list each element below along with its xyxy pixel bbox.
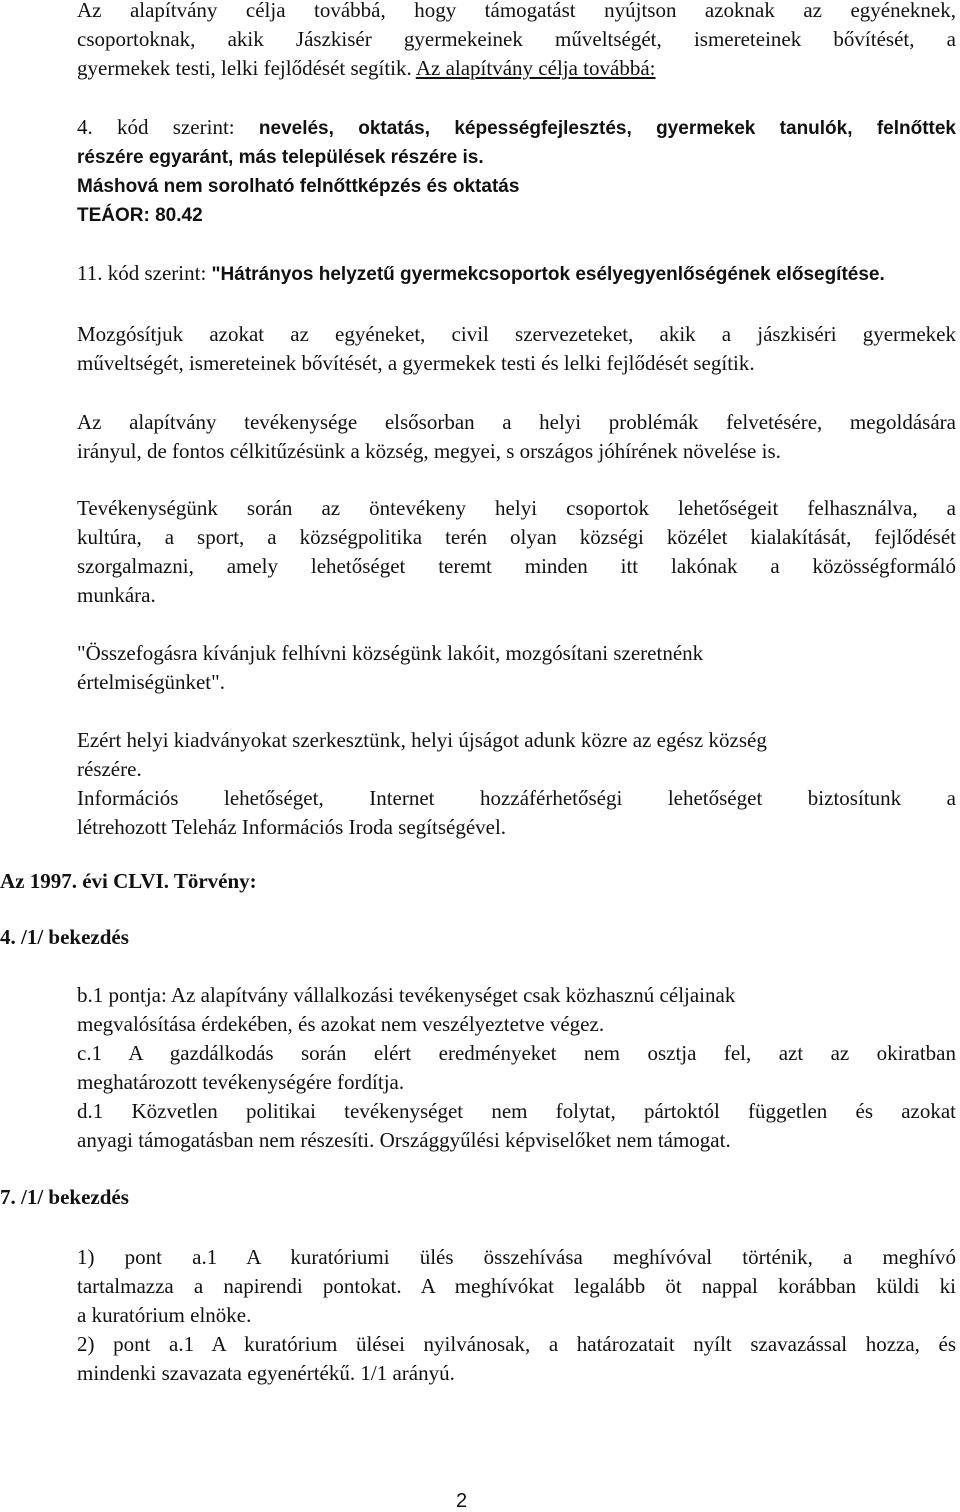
p3-line-1: Tevékenységünk során az öntevékeny helyi csoportok lehetőségeit felhasználva, a bbox=[77, 496, 956, 520]
b1-line-1: b.1 pontja: Az alapítvány vállalkozási tevékenységet csak közhasznú céljainak bbox=[77, 983, 736, 1007]
p5-line-2: részére. bbox=[77, 757, 142, 781]
paragraph-1 bbox=[77, 320, 956, 378]
page-number: 2 bbox=[456, 1490, 468, 1512]
section4-body bbox=[77, 981, 956, 1155]
d1-line-1: d.1 Közvetlen politikai tevékenységet nem folytat, pártoktól független és azokat bbox=[77, 1099, 956, 1123]
code4-block bbox=[77, 113, 956, 230]
pt2-line-2: mindenki szavazata egyenértékű. 1/1 arányú. bbox=[77, 1361, 455, 1385]
p5-line-3: Információs lehetőséget, Internet hozzáférhetőségi lehetőséget biztosítunk a bbox=[77, 786, 956, 810]
p1-line-2: műveltségét, ismereteinek bővítését, a gyermekek testi és lelki fejlődését segítik. bbox=[77, 351, 755, 375]
code4-bold-2: részére egyaránt, más települések részére is. bbox=[77, 147, 484, 168]
paragraph-2 bbox=[77, 408, 956, 466]
paragraph-4 bbox=[77, 639, 956, 697]
d1-line-2: anyagi támogatásban nem részesíti. Országgyűlési képviselőket nem támogat. bbox=[77, 1128, 731, 1152]
p3-line-4: munkára. bbox=[77, 583, 156, 607]
pt2-line-1: 2) pont a.1 A kuratórium ülései nyilvánosak, a határozatait nyílt szavazással hozza, és bbox=[77, 1332, 956, 1356]
p3-line-2: kultúra, a sport, a községpolitika terén olyan községi közélet kialakítását, fejlődését bbox=[77, 525, 956, 549]
code11-prefix: 11. kód szerint: bbox=[77, 261, 212, 285]
code4-prefix: 4. kód szerint: bbox=[77, 115, 259, 139]
intro-paragraph bbox=[77, 0, 956, 83]
p2-line-1: Az alapítvány tevékenysége elsősorban a helyi problémák felvetésére, megoldására bbox=[77, 410, 956, 434]
code11-line bbox=[77, 259, 956, 289]
intro-line-3-underlined: Az alapítvány célja továbbá: bbox=[415, 56, 656, 80]
section7-body bbox=[77, 1243, 956, 1388]
intro-line-3 bbox=[77, 54, 956, 83]
b1-line-2: megvalósítása érdekében, és azokat nem veszélyeztetve végez. bbox=[77, 1012, 605, 1036]
section7-heading: 7. /1/ bekezdés bbox=[0, 1185, 129, 1209]
law-heading: Az 1997. évi CLVI. Törvény: bbox=[0, 869, 257, 893]
p2-line-2: irányul, de fontos célkitűzésünk a község, megyei, s országos jóhírének növelése is. bbox=[77, 439, 781, 463]
paragraph-3 bbox=[77, 494, 956, 610]
code11-bold: "Hátrányos helyzetű gyermekcsoportok esélyegyenlőségének elősegítése. bbox=[211, 264, 885, 285]
p1-line-1: Mozgósítjuk azokat az egyéneket, civil szervezeteket, akik a jászkiséri gyermekek bbox=[77, 322, 956, 346]
intro-line-2: csoportoknak, akik Jászkisér gyermekeinek műveltségét, ismereteinek bővítését, a bbox=[77, 27, 956, 51]
intro-line-3-text: gyermekek testi, lelki fejlődését segítik. bbox=[77, 56, 416, 80]
p5-line-4: létrehozott Teleház Információs Iroda segítségével. bbox=[77, 815, 507, 839]
pt1-line-2: tartalmazza a napirendi pontokat. A meghívókat legalább öt nappal korábban küldi ki bbox=[77, 1274, 956, 1298]
p3-line-3: szorgalmazni, amely lehetőséget teremt minden itt lakónak a közösségformáló bbox=[77, 554, 956, 578]
code4-line-3: Máshová nem sorolható felnőttképzés és oktatás bbox=[77, 176, 520, 197]
paragraph-5 bbox=[77, 726, 956, 842]
c1-line-1: c.1 A gazdálkodás során elért eredményeket nem osztja fel, azt az okiratban bbox=[77, 1041, 956, 1065]
section4-heading: 4. /1/ bekezdés bbox=[0, 925, 129, 949]
p5-line-1: Ezért helyi kiadványokat szerkesztünk, helyi újságot adunk közre az egész község bbox=[77, 728, 767, 752]
code4-bold-1: nevelés, oktatás, képességfejlesztés, gyermekek tanulók, felnőttek bbox=[258, 118, 956, 139]
p4-line-2: értelmiségünket". bbox=[77, 670, 225, 694]
code4-line-1 bbox=[77, 113, 956, 143]
pt1-line-1: 1) pont a.1 A kuratóriumi ülés összehívása meghívóval történik, a meghívó bbox=[77, 1245, 956, 1269]
intro-line-1: Az alapítvány célja továbbá, hogy támogatást nyújtson azoknak az egyéneknek, bbox=[77, 0, 956, 22]
c1-line-2: meghatározott tevékenységére fordítja. bbox=[77, 1070, 405, 1094]
pt1-line-3: a kuratórium elnöke. bbox=[77, 1303, 252, 1327]
p4-line-1: "Összefogásra kívánjuk felhívni községünk lakóit, mozgósítani szeretnénk bbox=[77, 641, 704, 665]
code4-teaor: TEÁOR: 80.42 bbox=[77, 205, 203, 226]
